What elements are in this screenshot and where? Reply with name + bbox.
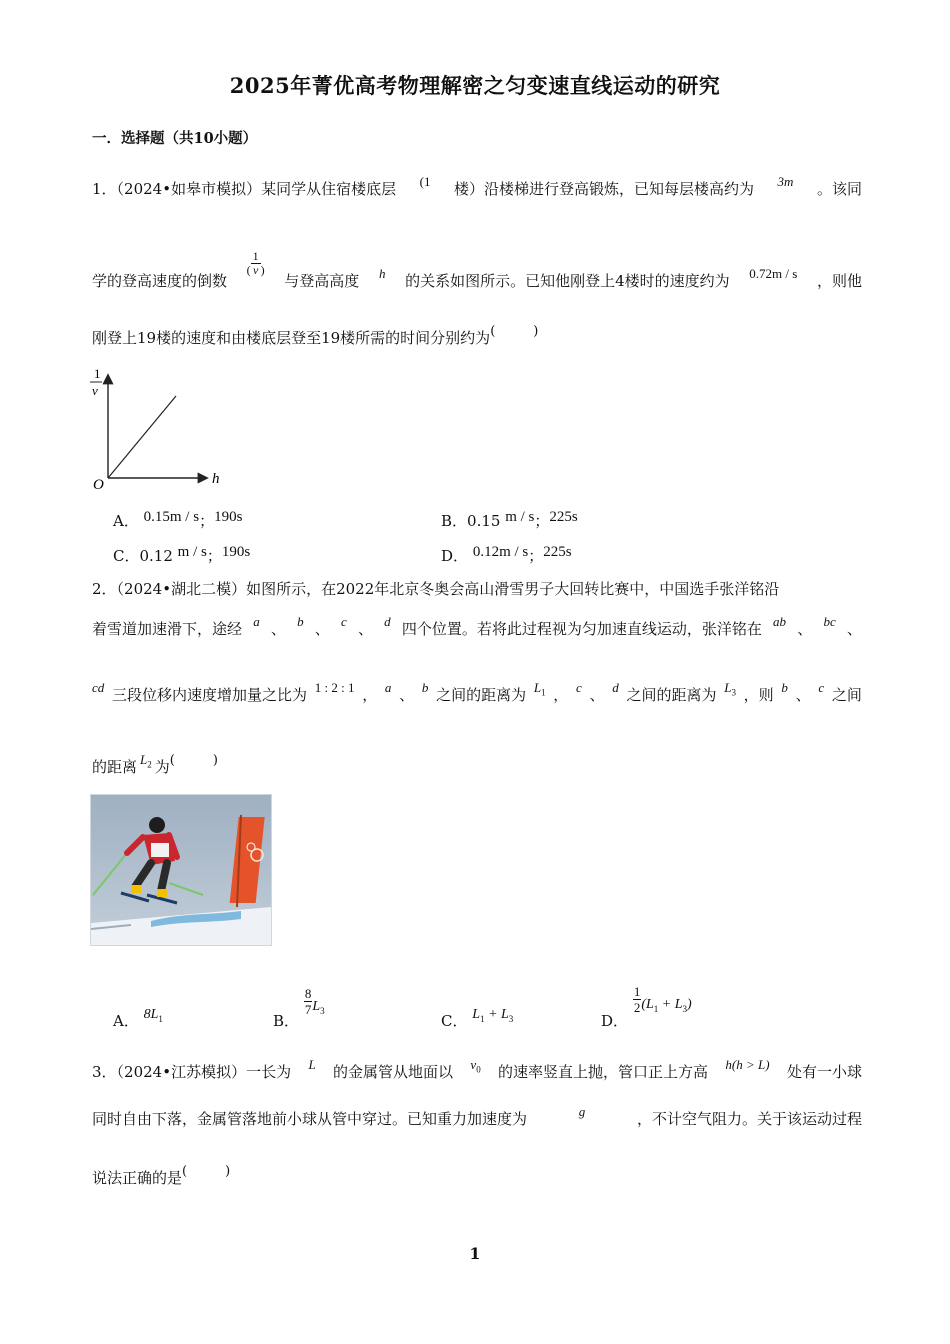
- q2-option-c[interactable]: C． $L_1 + L_3$: [441, 1007, 514, 1030]
- q1-option-a[interactable]: A． 0.15m / s；190s: [113, 509, 243, 530]
- q2-option-d[interactable]: D． $\frac{1}{2}$ $(L_1 + L_3)$: [601, 984, 692, 1030]
- q1-text: 学的登高速度的倒数: [92, 272, 228, 290]
- q1-speed-value: 0.72m / s: [749, 266, 798, 281]
- q1-text: 刚登上19楼的速度和由楼底层登至19楼所需的时间分别约为: [92, 329, 491, 347]
- q2-line-3: cd 三段位移内速度增加量之比为 1 : 2 : 1 ， a 、 b 之间的距离为 $L_1$ ， c 、 d 之间的距离为 $L_3$ ，则 b 、 c 之间: [92, 680, 862, 704]
- q3-line-3: 说法正确的是( ): [92, 1164, 231, 1187]
- answer-paren-close: ): [225, 1164, 231, 1179]
- q1-option-c[interactable]: C．0.12 m / s；190s: [113, 544, 251, 565]
- q3-line-2: 同时自由下落，金属管落地前小球从管中穿过。已知重力加速度为 g ，不计空气阻力。关于该运动过程: [92, 1104, 862, 1128]
- q1-line-3: [92, 324, 862, 348]
- q1-text: 。该同: [816, 180, 862, 198]
- q1-text: 与登高高度: [284, 272, 360, 290]
- origin-label: O: [93, 477, 104, 493]
- section-heading: 一．选择题（共10小题）: [92, 130, 258, 147]
- answer-paren-close: ): [533, 324, 539, 339]
- skier-photo: [90, 794, 272, 946]
- answer-paren-open: (: [182, 1164, 188, 1179]
- q3-line-1: 3．（2024•江苏模拟）一长为 L 的金属管从地面以 $v_0$ 的速率竖直上抛，管口正上方高 h(h > L) 处有一小球: [92, 1057, 862, 1081]
- answer-paren-open: (: [490, 324, 496, 339]
- q1-text: 楼）沿楼梯进行登高锻炼，已知每层楼高约为: [453, 180, 754, 198]
- q1-paren-one: (1: [419, 174, 431, 189]
- q1-text: ，则他: [816, 272, 862, 290]
- q1-h-symbol: h: [378, 266, 386, 281]
- q2-line-4: 的距离 $L_2$ 为( ): [92, 752, 218, 776]
- q1-option-b[interactable]: B．0.15 m / s；225s: [441, 509, 578, 530]
- q2-line-1: 2．（2024•湖北二模）如图所示，在2022年北京冬奥会高山滑雪男子大回转比赛中，中国选手张洋铭沿: [92, 580, 780, 598]
- y-axis-label-num: 1: [94, 366, 101, 381]
- q2-option-a[interactable]: A． $8L_1$: [113, 1007, 163, 1030]
- q2-option-b[interactable]: B． $\frac{8}{7}$ $L_3$: [273, 986, 325, 1030]
- page-number: 1: [469, 1244, 481, 1263]
- page-title: 2025年菁优高考物理解密之匀变速直线运动的研究: [229, 73, 721, 98]
- graph-line: [108, 396, 176, 478]
- q1-text: 1．（2024•如皋市模拟）某同学从住宿楼底层: [92, 180, 397, 198]
- q2-line-2: 着雪道加速滑下，途经 a 、 b 、 c 、 d 四个位置。若将此过程视为匀加速直线运动，张洋铭在 ab 、 bc 、: [92, 614, 862, 638]
- q1-line-1: [92, 174, 862, 199]
- answer-paren-close: ): [212, 753, 218, 768]
- q1-option-d[interactable]: D． 0.12m / s；225s: [441, 544, 572, 565]
- answer-paren-open: (: [169, 753, 175, 768]
- x-axis-label: h: [212, 471, 220, 487]
- q1-text: 的关系如图所示。已知他刚登上4楼时的速度约为: [405, 272, 730, 290]
- q1-reciprocal-fraction: ( $\frac{1}{v}$ ): [246, 249, 265, 277]
- q1-height: 3m: [777, 174, 794, 189]
- y-axis-label-den: v: [92, 383, 98, 398]
- q1-graph: [86, 366, 226, 494]
- q1-line-2: [92, 249, 862, 291]
